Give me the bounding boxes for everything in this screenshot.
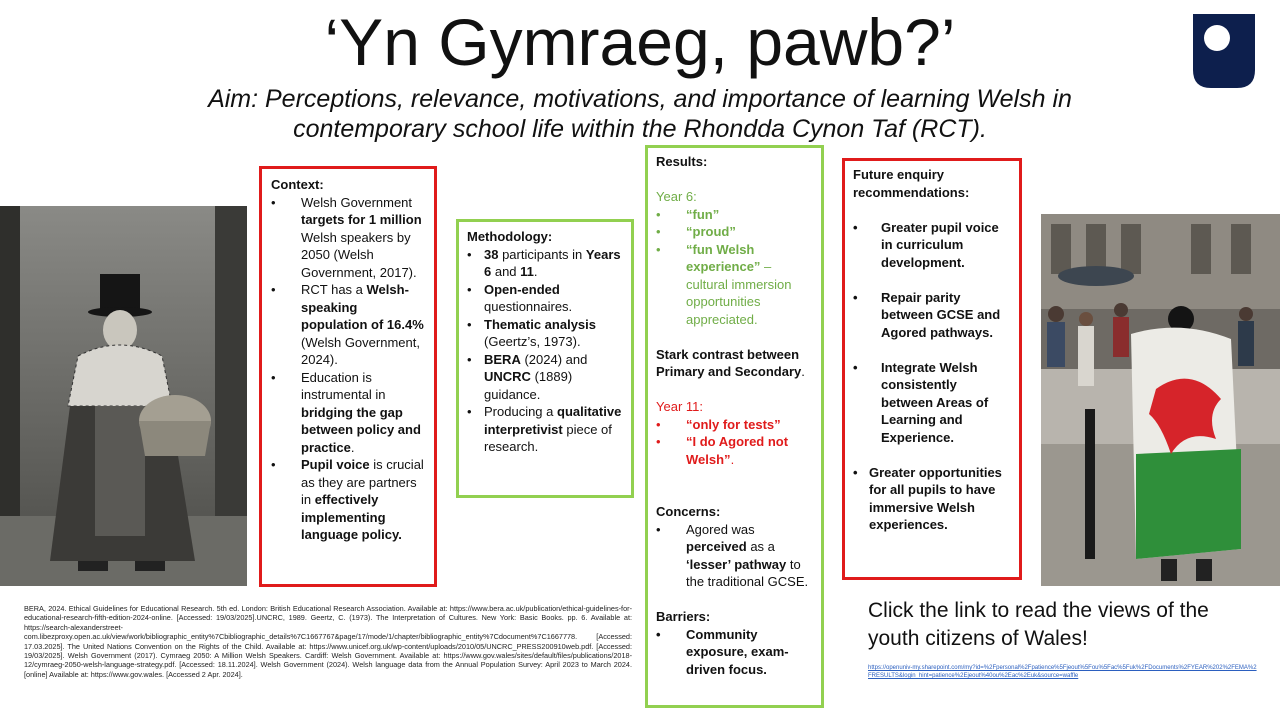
text: and	[491, 264, 521, 279]
text-bold: qualitative interpretivist	[484, 404, 622, 437]
concern-bullet	[656, 521, 815, 591]
text: (Geertz’s, 1973).	[484, 334, 581, 349]
text: to the traditional GCSE.	[686, 556, 809, 589]
text-bold: “fun”	[686, 206, 720, 222]
context-bullet	[271, 369, 426, 457]
methodology-title: Methodology:	[467, 229, 553, 244]
barriers-title: Barriers:	[656, 609, 711, 624]
text: participants in	[498, 246, 586, 262]
text-bold: UNCRC	[484, 369, 531, 384]
methodology-bullet	[467, 351, 623, 404]
methodology-bullet	[467, 316, 623, 351]
text: .	[730, 451, 735, 467]
text-bold: ‘lesser’ pathway	[686, 556, 787, 572]
poster-title: ‘Yn Gymraeg, pawb?’	[324, 5, 956, 79]
text-bold: “only for tests”	[686, 416, 781, 432]
text-bold: Welsh-speaking population of 16.4%	[301, 282, 424, 332]
year11-quote	[656, 416, 815, 434]
future-recommendations-box	[842, 158, 1022, 580]
year11-label: Year 11:	[656, 399, 703, 414]
text: Welsh Government	[301, 194, 413, 210]
text: Producing a	[484, 404, 557, 419]
text-bold: “proud”	[686, 224, 736, 239]
year6-label: Year 6:	[656, 189, 697, 204]
text-bold: Stark contrast between Primary and Secondary	[656, 346, 802, 379]
context-bullet	[271, 194, 426, 282]
spacer	[853, 341, 1011, 359]
references: BERA, 2024. Ethical Guidelines for Educational Research. 5th ed. London: British Educational Research Association. Available at: https://www.bera.ac.uk/publication/ethical-guidelines-for-educational-research-fifth-edition-2024-online. [Accessed: 19/03/2025].UNCRC, 1989. Geertz, C. (1973). The Interpretation of Cultures. New York: Basic Books. pp. 6. Available at: https://search-alexanderstreet-com.libezproxy.open.ac.uk/view/work/bibliographic_entity%7Cbibliographic_details%7C1667767&page/17/mode/1/chapter/bibliographic_entity%7Cdocument%7C1667778. [Accessed: 17.03.2025]. The United Nations Convention on the Rights of the Child. Available at: https://www.unicef.org.uk/wp-content/uploads/2010/05/UNCRC_PRESS200910web.pdf. [Accessed: 19/03/2025]. Welsh Government (2017). Cymraeg 2050: A Million Welsh Speakers. Cardiff: Welsh Government. Available at: https://www.gov.wales/sites/default/files/publications/2018-12/cymraeg-2050-welsh-language-strategy.pdf. [Accessed: 18.11.2024]. Welsh Government (2024). Welsh language data from the Annual Population Survey: April 2023 to March 2024. [online] Available at: https://www.gov.wales. [Accessed 2 Apr. 2024].	[24, 604, 632, 679]
year6-quote	[656, 223, 815, 241]
methodology-bullet	[467, 246, 623, 281]
text: .	[350, 439, 355, 455]
text: (Welsh Government, 2024).	[301, 334, 420, 367]
text-bold: targets for 1 million	[301, 212, 422, 227]
text: .	[533, 264, 538, 279]
text-bold: effectively implementing language policy.	[301, 492, 402, 542]
methodology-bullet	[467, 403, 623, 456]
text-bold: Pupil voice	[301, 457, 370, 472]
methodology-box	[456, 219, 634, 498]
results-link[interactable]: https://openuniv-my.sharepoint.com/my?id=%2Fpersonal%2Fpatience%5Fjeout%5Fou%5Fac%5Fuk%2FDocuments%2FYEAR%202%2FEMA%2FRESULTS&login_hint=patience%2Ejeout%40ou%2Eac%2Euk&source=waffle	[868, 665, 1257, 679]
recommendation-item: • Repair parity between GCSE and Agored pathways.	[853, 289, 1011, 342]
text: .	[801, 364, 805, 379]
text: – cultural immersion opportunities appreciated.	[686, 259, 792, 327]
text: piece of research.	[484, 421, 612, 454]
aim-statement: Aim: Perceptions, relevance, motivations, and importance of learning Welsh in contemporary school life within the Rhondda Cynon Taf (RCT).	[208, 85, 1072, 143]
text-bold: 11	[520, 264, 534, 279]
recommendation-item: • Integrate Welsh consistently between Areas of Learning and Experience.	[853, 359, 1011, 447]
photo-welsh-flag-crowd	[1041, 214, 1280, 586]
text-bold: “fun Welsh experience”	[686, 241, 761, 274]
results-title: Results:	[656, 154, 708, 169]
context-title: Context:	[271, 177, 324, 192]
text: Welsh speakers by 2050 (Welsh Government, 2017).	[301, 229, 417, 280]
spacer	[853, 446, 1011, 464]
text: Agored was	[686, 521, 755, 537]
context-box	[259, 166, 437, 587]
call-to-action: Click the link to read the views of the youth citizens of Wales!	[868, 599, 1209, 650]
text-bold: BERA	[484, 351, 521, 367]
year11-quote	[656, 433, 815, 468]
text-bold: “I do Agored not Welsh”	[686, 434, 789, 467]
context-bullet	[271, 456, 426, 544]
text-bold: perceived	[686, 539, 747, 554]
context-bullet	[271, 281, 426, 369]
recommendation-item: • Greater opportunities for all pupils to have immersive Welsh experiences.	[853, 464, 1011, 534]
year6-quote	[656, 241, 815, 329]
spacer	[853, 271, 1011, 289]
text-bold: Thematic analysis	[484, 316, 596, 332]
text: is crucial as they are partners in	[301, 457, 424, 507]
year6-quote	[656, 206, 815, 224]
text-bold: Open-ended	[484, 281, 560, 297]
text: RCT has a	[301, 282, 367, 297]
future-title: Future enquiry recommendations:	[853, 167, 970, 200]
text: (1889) guidance.	[484, 369, 573, 402]
text-bold: Years 6	[484, 246, 621, 279]
text: questionnaires.	[484, 299, 573, 314]
text-bold: 38	[484, 246, 499, 262]
text: (2024) and	[520, 351, 588, 367]
text: Education is instrumental in	[301, 369, 386, 402]
concerns-title: Concerns:	[656, 504, 721, 519]
photo-welsh-woman	[0, 206, 247, 586]
results-box	[645, 145, 824, 708]
contrast-statement	[656, 346, 815, 381]
text: as a	[746, 539, 775, 554]
methodology-bullet	[467, 281, 623, 316]
recommendation-item: • Greater pupil voice in curriculum development.	[853, 219, 1011, 272]
barrier-bullet: • Community exposure, exam-driven focus.	[656, 626, 815, 679]
text-bold: bridging the gap between policy and practice	[301, 404, 421, 455]
open-university-logo	[1193, 14, 1255, 88]
